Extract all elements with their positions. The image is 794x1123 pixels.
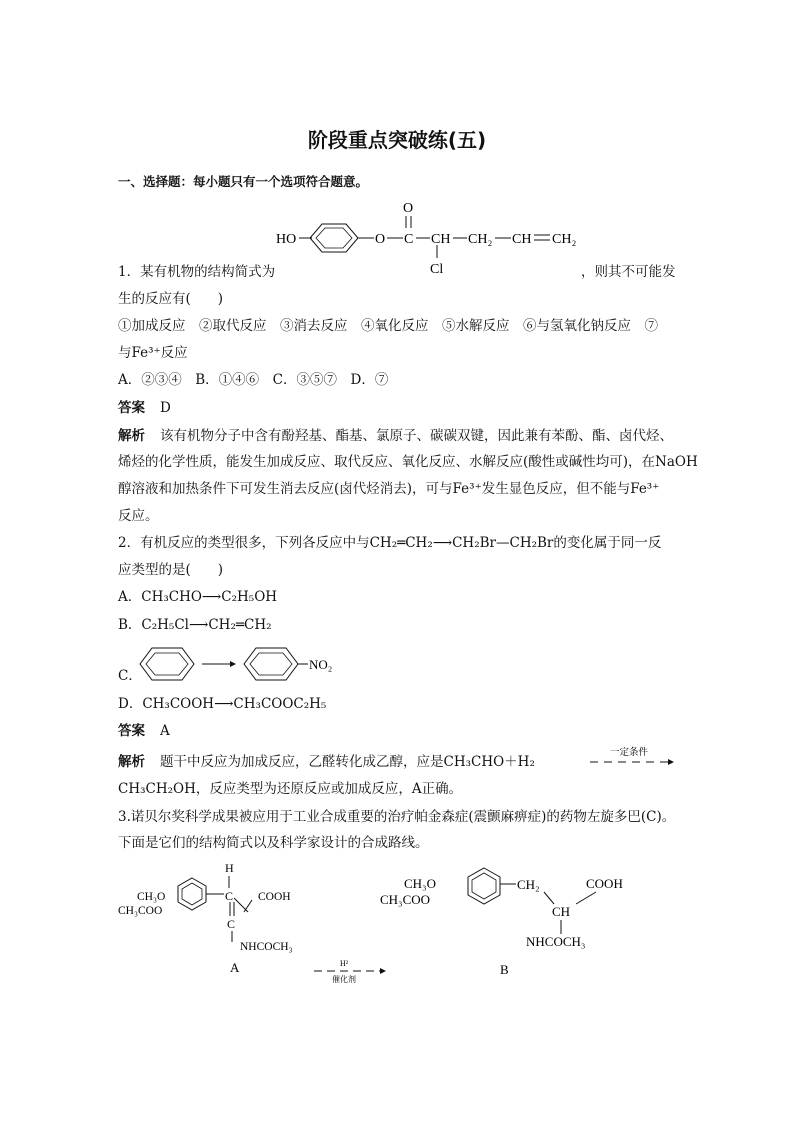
q1-ch-eq: CH (512, 232, 532, 247)
q2-stem-line1: 2．有机反应的类型很多，下列各反应中与CH₂═CH₂⟶CH₂Br—CH₂Br的变化属于同一反 (118, 535, 662, 551)
q2-option-c-label: C． (118, 668, 142, 684)
q1-stem-a: 1．某有机物的结构简式为 (118, 264, 276, 280)
q1-answer: D (160, 400, 171, 416)
q2-analysis-label: 解析 (118, 754, 145, 770)
svg-text:A: A (230, 960, 240, 975)
q1-options-line1: ①加成反应 ②取代反应 ③消去反应 ④氧化反应 ⑤水解反应 ⑥与氢氧化钠反应 ⑦ (118, 318, 658, 334)
svg-text:COOH: COOH (258, 891, 291, 903)
q1-structure-diagram (270, 196, 600, 280)
page-title: 阶段重点突破练(五) (307, 128, 487, 152)
q1-stem-b: ，则其不可能发 (581, 264, 676, 280)
svg-text:COOH: COOH (586, 876, 623, 891)
arrow-reagent: H² (340, 959, 349, 968)
section-heading: 一、选择题：每小题只有一个选项符合题意。 (118, 174, 369, 189)
svg-text:C: C (225, 889, 234, 903)
q2-answer: A (160, 723, 170, 739)
no2-group: NO₂ (309, 657, 333, 672)
q1-c: C (404, 232, 414, 247)
q2-option-d: D．CH₃COOH⟶CH₃COOC₂H₅ (118, 696, 327, 712)
q2-answer-label: 答案 (118, 723, 145, 739)
q3-compound-b-structure (376, 864, 666, 984)
q1-ch: CH (431, 232, 451, 247)
svg-text:NHCOCH₃: NHCOCH₃ (526, 934, 586, 949)
q1-o-top: O (403, 201, 414, 216)
q2-analysis-line: 题干中反应为加成反应，乙醛转化成乙醇，应是CH₃CHO＋H₂ (160, 754, 535, 770)
q1-analysis-line: 反应。 (118, 508, 159, 524)
svg-text:CH₂: CH₂ (517, 877, 540, 892)
q1-stem-c: 生的反应有( ) (118, 291, 224, 307)
condition-label: 一定条件 (610, 748, 649, 758)
q2-condition-arrow (588, 744, 678, 774)
q3-compound-a-structure (112, 858, 332, 983)
q2-stem-line2: 应类型的是( ) (118, 562, 224, 578)
svg-text:NHCOCH₃: NHCOCH₃ (240, 941, 293, 953)
q3-stem-line2: 下面是它们的结构简式以及科学家设计的合成路线。 (118, 835, 429, 851)
q1-ch2-end: CH₂ (552, 232, 577, 247)
q1-choices: A．②③④ B．①④⑥ C．③⑤⑦ D．⑦ (118, 372, 389, 388)
q2-option-a: A．CH₃CHO⟶C₂H₅OH (118, 589, 278, 605)
q2-option-b: B．C₂H₅Cl⟶CH₂═CH₂ (118, 617, 272, 633)
svg-text:C: C (227, 917, 236, 931)
svg-text:CH₃O: CH₃O (404, 876, 436, 891)
q1-analysis-line: 烯烃的化学性质，能发生加成反应、取代反应、氧化反应、水解反应(酸性或碱性均可)，在NaOH (118, 454, 698, 470)
svg-text:H: H (225, 861, 234, 875)
svg-text:CH₃O: CH₃O (137, 891, 166, 903)
q1-options-line2: 与Fe³⁺反应 (118, 345, 188, 361)
q1-analysis-label: 解析 (118, 428, 145, 444)
q3-stem-line1: 3.诺贝尔奖科学成果被应用于工业合成重要的治疗帕金森症(震颤麻痹症)的药物左旋多巴(C)。 (118, 809, 676, 825)
svg-text:CH₃COO: CH₃COO (380, 892, 431, 907)
q2-analysis-line: CH₃CH₂OH，反应类型为还原反应或加成反应，A正确。 (118, 781, 463, 797)
q1-ch2: CH₂ (468, 232, 493, 247)
svg-text:CH₃COO: CH₃COO (118, 905, 163, 917)
q1-answer-label: 答案 (118, 400, 145, 416)
svg-text:CH: CH (552, 904, 571, 919)
arrow-catalyst: 催化剂 (332, 975, 356, 984)
q1-analysis-line: 醇溶液和加热条件下可发生消去反应(卤代烃消去)，可与Fe³⁺发生显色反应，但不能与Fe³⁺ (118, 481, 660, 497)
q1-cl: Cl (430, 262, 444, 277)
q1-ho: HO (276, 232, 297, 247)
q1-analysis-line: 该有机物分子中含有酚羟基、酯基、氯原子、碳碳双键，因此兼有苯酚、酯、卤代烃、 (160, 428, 673, 444)
q2-option-c-diagram (138, 642, 348, 686)
q1-o-link: O (375, 232, 386, 247)
svg-text:B: B (500, 962, 509, 977)
